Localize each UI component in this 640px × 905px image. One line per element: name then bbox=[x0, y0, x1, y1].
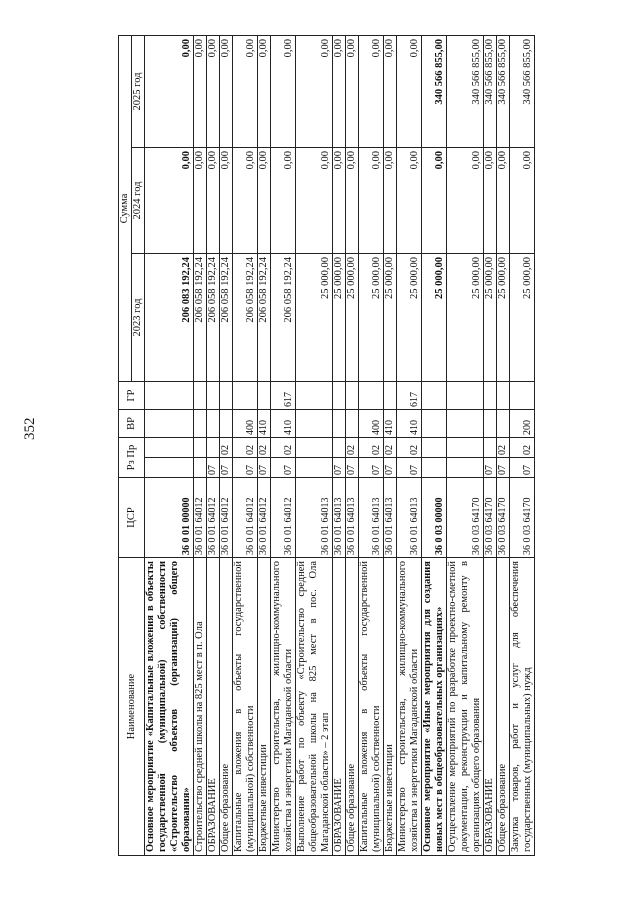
row-2024-cell: 0,00 bbox=[397, 147, 422, 253]
header-2025: 2025 год bbox=[132, 35, 145, 147]
row-vr-cell bbox=[346, 409, 359, 437]
row-pr-cell bbox=[333, 437, 346, 457]
row-pr-cell: 02 bbox=[384, 437, 397, 457]
row-csr-cell: 36 0 01 64012 bbox=[194, 478, 207, 558]
row-2024-cell: 0,00 bbox=[258, 147, 271, 253]
row-pr-cell: 02 bbox=[497, 437, 510, 457]
row-2023-cell: 25 000,00 bbox=[422, 253, 447, 381]
row-2025-cell: 0,00 bbox=[194, 35, 207, 147]
table-row bbox=[233, 35, 258, 855]
row-2023-cell: 25 000,00 bbox=[510, 253, 535, 381]
table-row bbox=[484, 35, 497, 855]
row-rz-cell bbox=[145, 458, 194, 478]
table-row bbox=[333, 35, 346, 855]
row-name-cell: Капитальные вложения в объекты государственной (муниципальной) собственности bbox=[359, 558, 384, 856]
row-gr-cell bbox=[359, 381, 384, 409]
row-pr-cell bbox=[296, 437, 333, 457]
row-2023-cell: 206 083 192,24 bbox=[145, 253, 194, 381]
row-name-cell: Министерство строительства, жилищно-коммунального хозяйства и энергетики Магаданской области bbox=[397, 558, 422, 856]
row-rz-cell: 07 bbox=[207, 458, 220, 478]
row-gr-cell bbox=[510, 381, 535, 409]
row-2023-cell: 206 058 192,24 bbox=[271, 253, 296, 381]
row-rz-cell: 07 bbox=[258, 458, 271, 478]
row-pr-cell: 02 bbox=[510, 437, 535, 457]
row-pr-cell bbox=[484, 437, 497, 457]
row-vr-cell: 400 bbox=[359, 409, 384, 437]
row-vr-cell bbox=[497, 409, 510, 437]
row-gr-cell bbox=[296, 381, 333, 409]
row-2024-cell: 0,00 bbox=[207, 147, 220, 253]
row-csr-cell: 36 0 01 64012 bbox=[258, 478, 271, 558]
row-csr-cell: 36 0 01 64013 bbox=[333, 478, 346, 558]
row-2025-cell: 340 566 855,00 bbox=[447, 35, 484, 147]
table-row bbox=[359, 35, 384, 855]
row-name-cell: Капитальные вложения в объекты государственной (муниципальной) собственности bbox=[233, 558, 258, 856]
row-name-cell: Выполнение работ по объекту «Строительство средней общеобразовательной школы на 825 мест в пос. Ола Магаданской области» – 2 этап bbox=[296, 558, 333, 856]
row-csr-cell: 36 0 01 64013 bbox=[359, 478, 384, 558]
row-2025-cell: 0,00 bbox=[258, 35, 271, 147]
row-2025-cell: 0,00 bbox=[384, 35, 397, 147]
row-name-cell: Основное мероприятие «Иные мероприятия для создания новых мест в общеобразовательных организациях» bbox=[422, 558, 447, 856]
row-gr-cell bbox=[447, 381, 484, 409]
row-pr-cell: 02 bbox=[359, 437, 384, 457]
row-gr-cell: 617 bbox=[397, 381, 422, 409]
row-2024-cell: 0,00 bbox=[346, 147, 359, 253]
table-row bbox=[384, 35, 397, 855]
row-csr-cell: 36 0 03 64170 bbox=[497, 478, 510, 558]
row-2025-cell: 340 566 855,00 bbox=[497, 35, 510, 147]
row-2023-cell: 206 058 192,24 bbox=[207, 253, 220, 381]
row-gr-cell bbox=[497, 381, 510, 409]
row-gr-cell bbox=[145, 381, 194, 409]
row-name-cell: ОБРАЗОВАНИЕ bbox=[484, 558, 497, 856]
row-2025-cell: 340 566 855,00 bbox=[422, 35, 447, 147]
row-2025-cell: 0,00 bbox=[145, 35, 194, 147]
row-rz-cell: 07 bbox=[333, 458, 346, 478]
row-2025-cell: 0,00 bbox=[271, 35, 296, 147]
row-2024-cell: 0,00 bbox=[422, 147, 447, 253]
table-body bbox=[145, 35, 535, 855]
header-vr: ВР bbox=[119, 409, 145, 437]
row-2025-cell: 0,00 bbox=[296, 35, 333, 147]
row-vr-cell: 410 bbox=[384, 409, 397, 437]
row-name-cell: Общее образование bbox=[346, 558, 359, 856]
row-gr-cell bbox=[194, 381, 207, 409]
row-csr-cell: 36 0 01 64013 bbox=[346, 478, 359, 558]
row-pr-cell: 02 bbox=[346, 437, 359, 457]
row-csr-cell: 36 0 01 00000 bbox=[145, 478, 194, 558]
row-pr-cell: 02 bbox=[271, 437, 296, 457]
row-pr-cell: 02 bbox=[233, 437, 258, 457]
row-rz-cell: 07 bbox=[384, 458, 397, 478]
row-2025-cell: 0,00 bbox=[333, 35, 346, 147]
row-name-cell: Осуществление мероприятий по разработке проектно-сметной документации, реконструкции и капитальному ремонту в организациях общего образования bbox=[447, 558, 484, 856]
page-number: 352 bbox=[22, 417, 38, 440]
row-name-cell: Основное мероприятие «Капитальные вложения в объекты государственной (муниципальной) собственности «Строительство объектов (организаций) общего образования» bbox=[145, 558, 194, 856]
row-2024-cell: 0,00 bbox=[233, 147, 258, 253]
row-name-cell: Строительство средней школы на 825 мест в п. Ола bbox=[194, 558, 207, 856]
table-row bbox=[422, 35, 447, 855]
row-pr-cell: 02 bbox=[258, 437, 271, 457]
table-row bbox=[447, 35, 484, 855]
row-2024-cell: 0,00 bbox=[510, 147, 535, 253]
table-row bbox=[397, 35, 422, 855]
row-csr-cell: 36 0 03 64170 bbox=[447, 478, 484, 558]
row-gr-cell bbox=[233, 381, 258, 409]
row-rz-cell: 07 bbox=[233, 458, 258, 478]
row-gr-cell: 617 bbox=[271, 381, 296, 409]
row-pr-cell bbox=[145, 437, 194, 457]
row-2024-cell: 0,00 bbox=[484, 147, 497, 253]
header-gr: ГР bbox=[119, 381, 145, 409]
row-vr-cell bbox=[207, 409, 220, 437]
row-name-cell: Министерство строительства, жилищно-коммунального хозяйства и энергетики Магаданской области bbox=[271, 558, 296, 856]
table-row bbox=[207, 35, 220, 855]
row-2025-cell: 0,00 bbox=[397, 35, 422, 147]
row-pr-cell bbox=[207, 437, 220, 457]
table-row bbox=[258, 35, 271, 855]
row-csr-cell: 36 0 01 64013 bbox=[384, 478, 397, 558]
row-rz-cell: 07 bbox=[497, 458, 510, 478]
row-2023-cell: 25 000,00 bbox=[447, 253, 484, 381]
row-csr-cell: 36 0 03 64170 bbox=[484, 478, 497, 558]
row-vr-cell bbox=[484, 409, 497, 437]
row-vr-cell: 410 bbox=[258, 409, 271, 437]
row-csr-cell: 36 0 03 00000 bbox=[422, 478, 447, 558]
table-row bbox=[346, 35, 359, 855]
row-rz-cell: 07 bbox=[397, 458, 422, 478]
row-2023-cell: 25 000,00 bbox=[484, 253, 497, 381]
header-sum: Сумма bbox=[119, 35, 132, 381]
row-csr-cell: 36 0 01 64012 bbox=[271, 478, 296, 558]
row-2024-cell: 0,00 bbox=[497, 147, 510, 253]
row-csr-cell: 36 0 01 64012 bbox=[220, 478, 233, 558]
header-2024: 2024 год bbox=[132, 147, 145, 253]
row-gr-cell bbox=[384, 381, 397, 409]
row-name-cell: Бюджетные инвестиции bbox=[258, 558, 271, 856]
row-2024-cell: 0,00 bbox=[194, 147, 207, 253]
row-csr-cell: 36 0 01 64012 bbox=[233, 478, 258, 558]
row-rz-cell: 07 bbox=[484, 458, 497, 478]
rotated-table-container bbox=[118, 36, 622, 856]
row-2024-cell: 0,00 bbox=[145, 147, 194, 253]
header-csr: ЦСР bbox=[119, 478, 145, 558]
row-vr-cell bbox=[296, 409, 333, 437]
row-gr-cell bbox=[333, 381, 346, 409]
row-rz-cell: 07 bbox=[220, 458, 233, 478]
row-gr-cell bbox=[220, 381, 233, 409]
header-rz-pr: Рз Пр bbox=[119, 437, 145, 477]
row-gr-cell bbox=[207, 381, 220, 409]
row-rz-cell bbox=[447, 458, 484, 478]
row-2023-cell: 25 000,00 bbox=[397, 253, 422, 381]
row-name-cell: Общее образование bbox=[220, 558, 233, 856]
row-vr-cell bbox=[145, 409, 194, 437]
row-vr-cell: 200 bbox=[510, 409, 535, 437]
row-2024-cell: 0,00 bbox=[271, 147, 296, 253]
row-name-cell: Закупка товаров, работ и услуг для обеспечения государственных (муниципальных) нужд bbox=[510, 558, 535, 856]
row-2023-cell: 25 000,00 bbox=[384, 253, 397, 381]
row-2024-cell: 0,00 bbox=[296, 147, 333, 253]
row-pr-cell bbox=[194, 437, 207, 457]
row-2024-cell: 0,00 bbox=[333, 147, 346, 253]
row-vr-cell bbox=[220, 409, 233, 437]
row-rz-cell: 07 bbox=[271, 458, 296, 478]
row-2023-cell: 25 000,00 bbox=[296, 253, 333, 381]
row-2023-cell: 25 000,00 bbox=[333, 253, 346, 381]
row-gr-cell bbox=[258, 381, 271, 409]
row-vr-cell bbox=[422, 409, 447, 437]
row-2025-cell: 0,00 bbox=[346, 35, 359, 147]
row-vr-cell: 400 bbox=[233, 409, 258, 437]
row-2023-cell: 25 000,00 bbox=[346, 253, 359, 381]
row-2025-cell: 0,00 bbox=[233, 35, 258, 147]
row-vr-cell bbox=[333, 409, 346, 437]
row-2023-cell: 25 000,00 bbox=[497, 253, 510, 381]
row-vr-cell bbox=[447, 409, 484, 437]
table-row bbox=[510, 35, 535, 855]
row-gr-cell bbox=[346, 381, 359, 409]
row-2025-cell: 340 566 855,00 bbox=[510, 35, 535, 147]
row-2025-cell: 0,00 bbox=[207, 35, 220, 147]
row-pr-cell bbox=[422, 437, 447, 457]
row-vr-cell: 410 bbox=[397, 409, 422, 437]
table-row bbox=[194, 35, 207, 855]
row-2025-cell: 340 566 855,00 bbox=[484, 35, 497, 147]
row-2023-cell: 206 058 192,24 bbox=[194, 253, 207, 381]
row-2025-cell: 0,00 bbox=[220, 35, 233, 147]
table-row bbox=[145, 35, 194, 855]
row-rz-cell: 07 bbox=[359, 458, 384, 478]
row-rz-cell: 07 bbox=[346, 458, 359, 478]
row-csr-cell: 36 0 03 64170 bbox=[510, 478, 535, 558]
row-2025-cell: 0,00 bbox=[359, 35, 384, 147]
row-gr-cell bbox=[422, 381, 447, 409]
budget-table bbox=[118, 35, 535, 856]
table-row bbox=[296, 35, 333, 855]
row-pr-cell: 02 bbox=[397, 437, 422, 457]
row-rz-cell bbox=[194, 458, 207, 478]
row-name-cell: Общее образование bbox=[497, 558, 510, 856]
row-csr-cell: 36 0 01 64012 bbox=[207, 478, 220, 558]
row-rz-cell bbox=[296, 458, 333, 478]
row-vr-cell: 410 bbox=[271, 409, 296, 437]
table-row bbox=[220, 35, 233, 855]
row-csr-cell: 36 0 01 64013 bbox=[296, 478, 333, 558]
row-vr-cell bbox=[194, 409, 207, 437]
row-2024-cell: 0,00 bbox=[359, 147, 384, 253]
row-rz-cell: 07 bbox=[510, 458, 535, 478]
row-2024-cell: 0,00 bbox=[447, 147, 484, 253]
row-2024-cell: 0,00 bbox=[384, 147, 397, 253]
row-2023-cell: 206 058 192,24 bbox=[233, 253, 258, 381]
row-2024-cell: 0,00 bbox=[220, 147, 233, 253]
row-2023-cell: 25 000,00 bbox=[359, 253, 384, 381]
row-pr-cell bbox=[447, 437, 484, 457]
row-2023-cell: 206 058 192,24 bbox=[258, 253, 271, 381]
row-csr-cell: 36 0 01 64013 bbox=[397, 478, 422, 558]
row-name-cell: ОБРАЗОВАНИЕ bbox=[333, 558, 346, 856]
table-row bbox=[497, 35, 510, 855]
table-row bbox=[271, 35, 296, 855]
row-rz-cell bbox=[422, 458, 447, 478]
row-pr-cell: 02 bbox=[220, 437, 233, 457]
header-name: Наименование bbox=[119, 558, 145, 856]
row-gr-cell bbox=[484, 381, 497, 409]
row-2023-cell: 206 058 192,24 bbox=[220, 253, 233, 381]
header-2023: 2023 год bbox=[132, 253, 145, 381]
row-name-cell: Бюджетные инвестиции bbox=[384, 558, 397, 856]
row-name-cell: ОБРАЗОВАНИЕ bbox=[207, 558, 220, 856]
